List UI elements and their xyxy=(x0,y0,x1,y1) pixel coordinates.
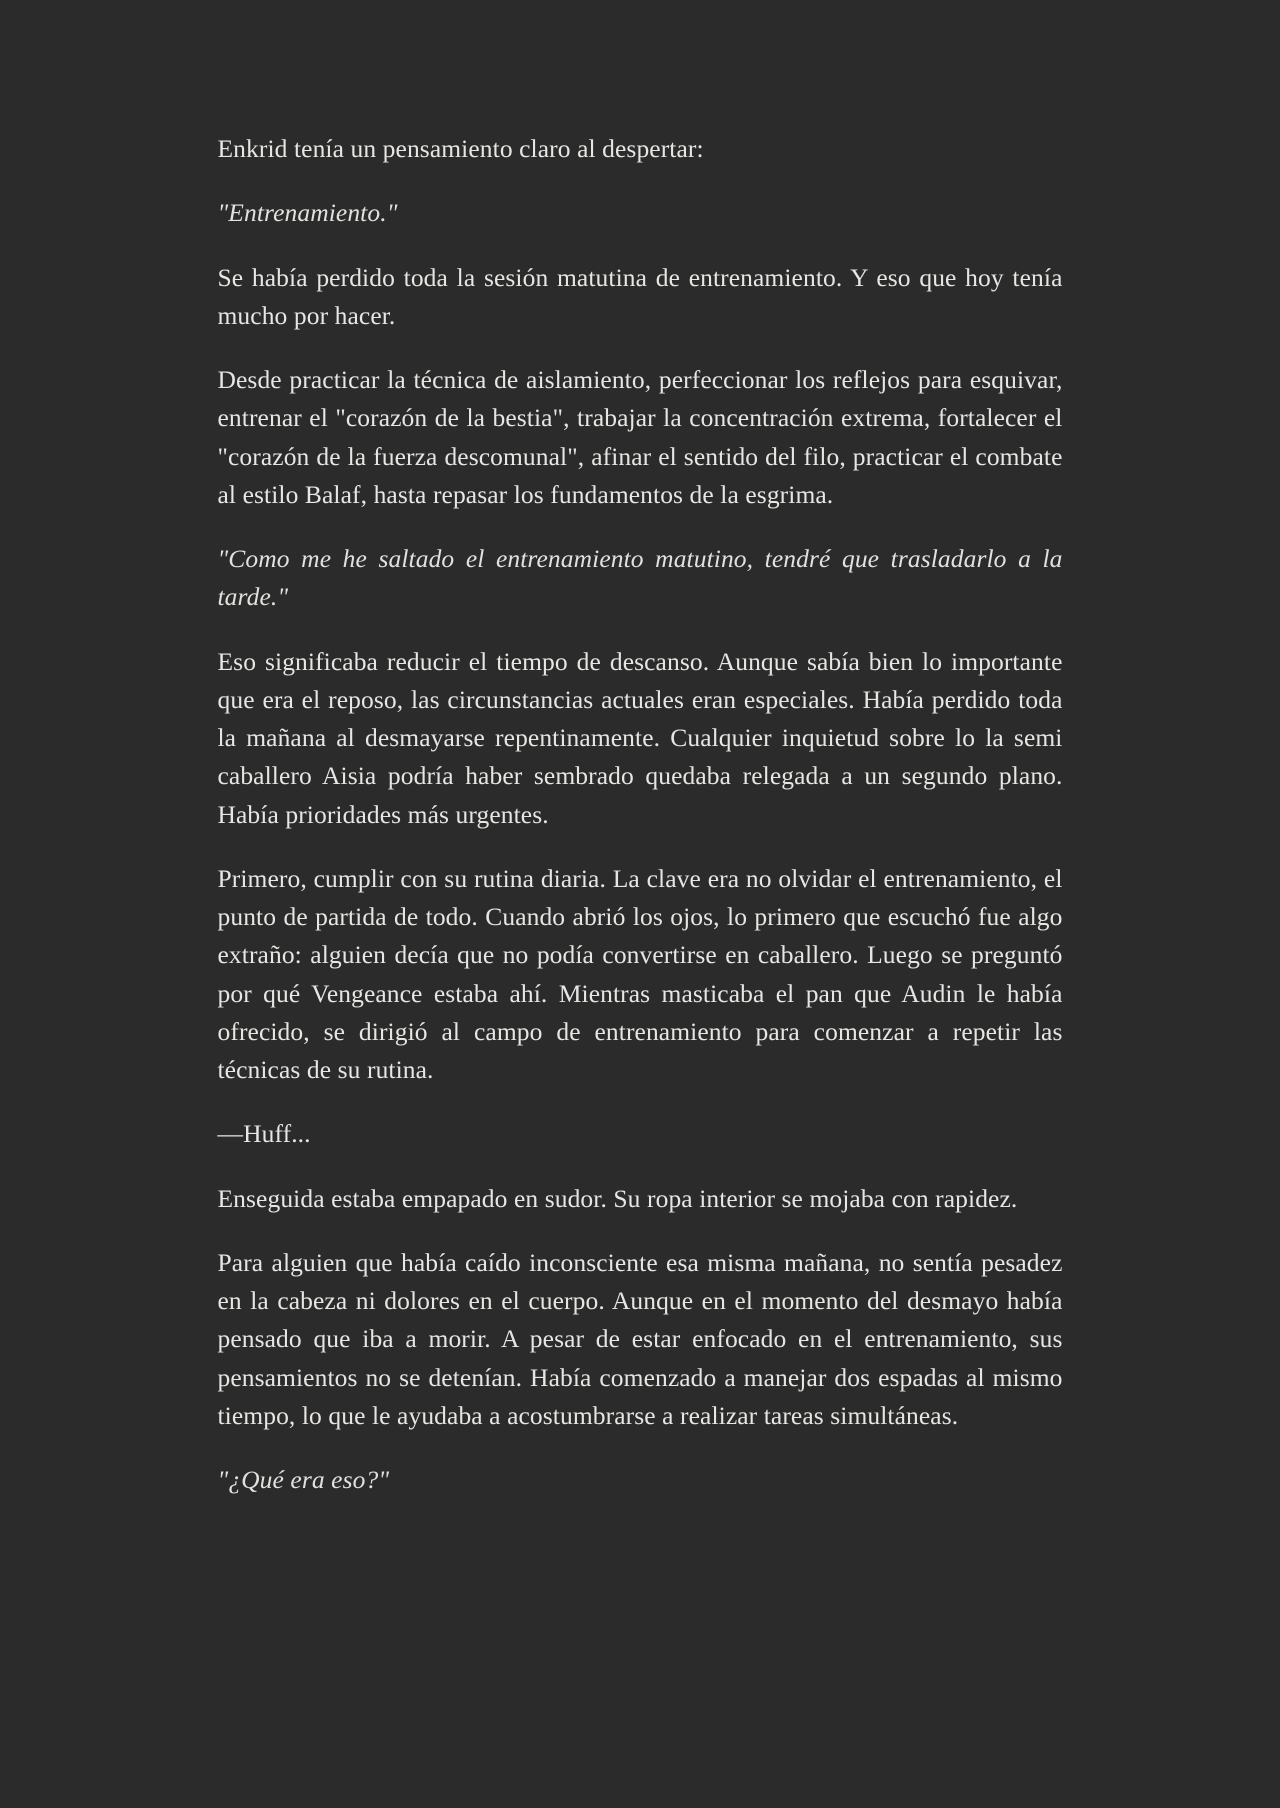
paragraph: —Huff... xyxy=(217,1119,311,1149)
paragraph: Para alguien que había caído inconsciente esa misma mañana, no sentía pesadez en la cabeza ni dolores en el cuerpo. Aunque en el momento del desmayo había pensado que iba a morir. A pesar de estar enfocado en el entrenamiento, sus pensamientos no se detenían. Había comenzado a manejar dos espadas al mismo tiempo, lo que le ayudaba a acostumbrarse a realizar tareas simultáneas. xyxy=(217,1247,1063,1430)
paragraph: Primero, cumplir con su rutina diaria. La clave era no olvidar el entrenamiento, el punto de partida de todo. Cuando abrió los ojos, lo primero que escuchó fue algo extraño: alguien decía que no podía convertirse en caballero. Luego se preguntó por qué Vengeance estaba ahí. Mientras masticaba el pan que Audin le había ofrecido, se dirigió al campo de entrenamiento para comenzar a repetir las técnicas de su rutina. xyxy=(217,863,1063,1084)
paragraph: Eso significaba reducir el tiempo de descanso. Aunque sabía bien lo importante que era el reposo, las circunstancias actuales eran especiales. Había perdido toda la mañana al desmayarse repentinamente. Cualquier inquietud sobre lo la semi caballero Aisia podría haber sembrado quedaba relegada a un segundo plano. Había prioridades más urgentes. xyxy=(217,646,1063,829)
paragraph: Enkrid tenía un pensamiento claro al despertar: xyxy=(217,134,704,163)
paragraph-italic: "Como me he saltado el entrenamiento matutino, tendré que trasladarlo a la tarde." xyxy=(217,544,1063,612)
paragraph: Desde practicar la técnica de aislamiento, perfeccionar los reflejos para esquivar, entrenar el "corazón de la bestia", trabajar la concentración extrema, fortalecer el "corazón de la fuerza descomunal", afinar el sentido del filo, practicar el combate al estilo Balaf, hasta repasar los fundamentos de la esgrima. xyxy=(217,365,1063,509)
paragraph-italic: "¿Qué era eso?" xyxy=(217,1465,390,1494)
reader-content xyxy=(218,130,1063,1499)
paragraph-italic: "Entrenamiento." xyxy=(217,198,398,228)
paragraph: Enseguida estaba empapado en sudor. Su ropa interior se mojaba con rapidez. xyxy=(217,1183,1018,1213)
paragraph: Se había perdido toda la sesión matutina de entrenamiento. Y eso que hoy tenía mucho por hacer. xyxy=(217,262,1063,330)
